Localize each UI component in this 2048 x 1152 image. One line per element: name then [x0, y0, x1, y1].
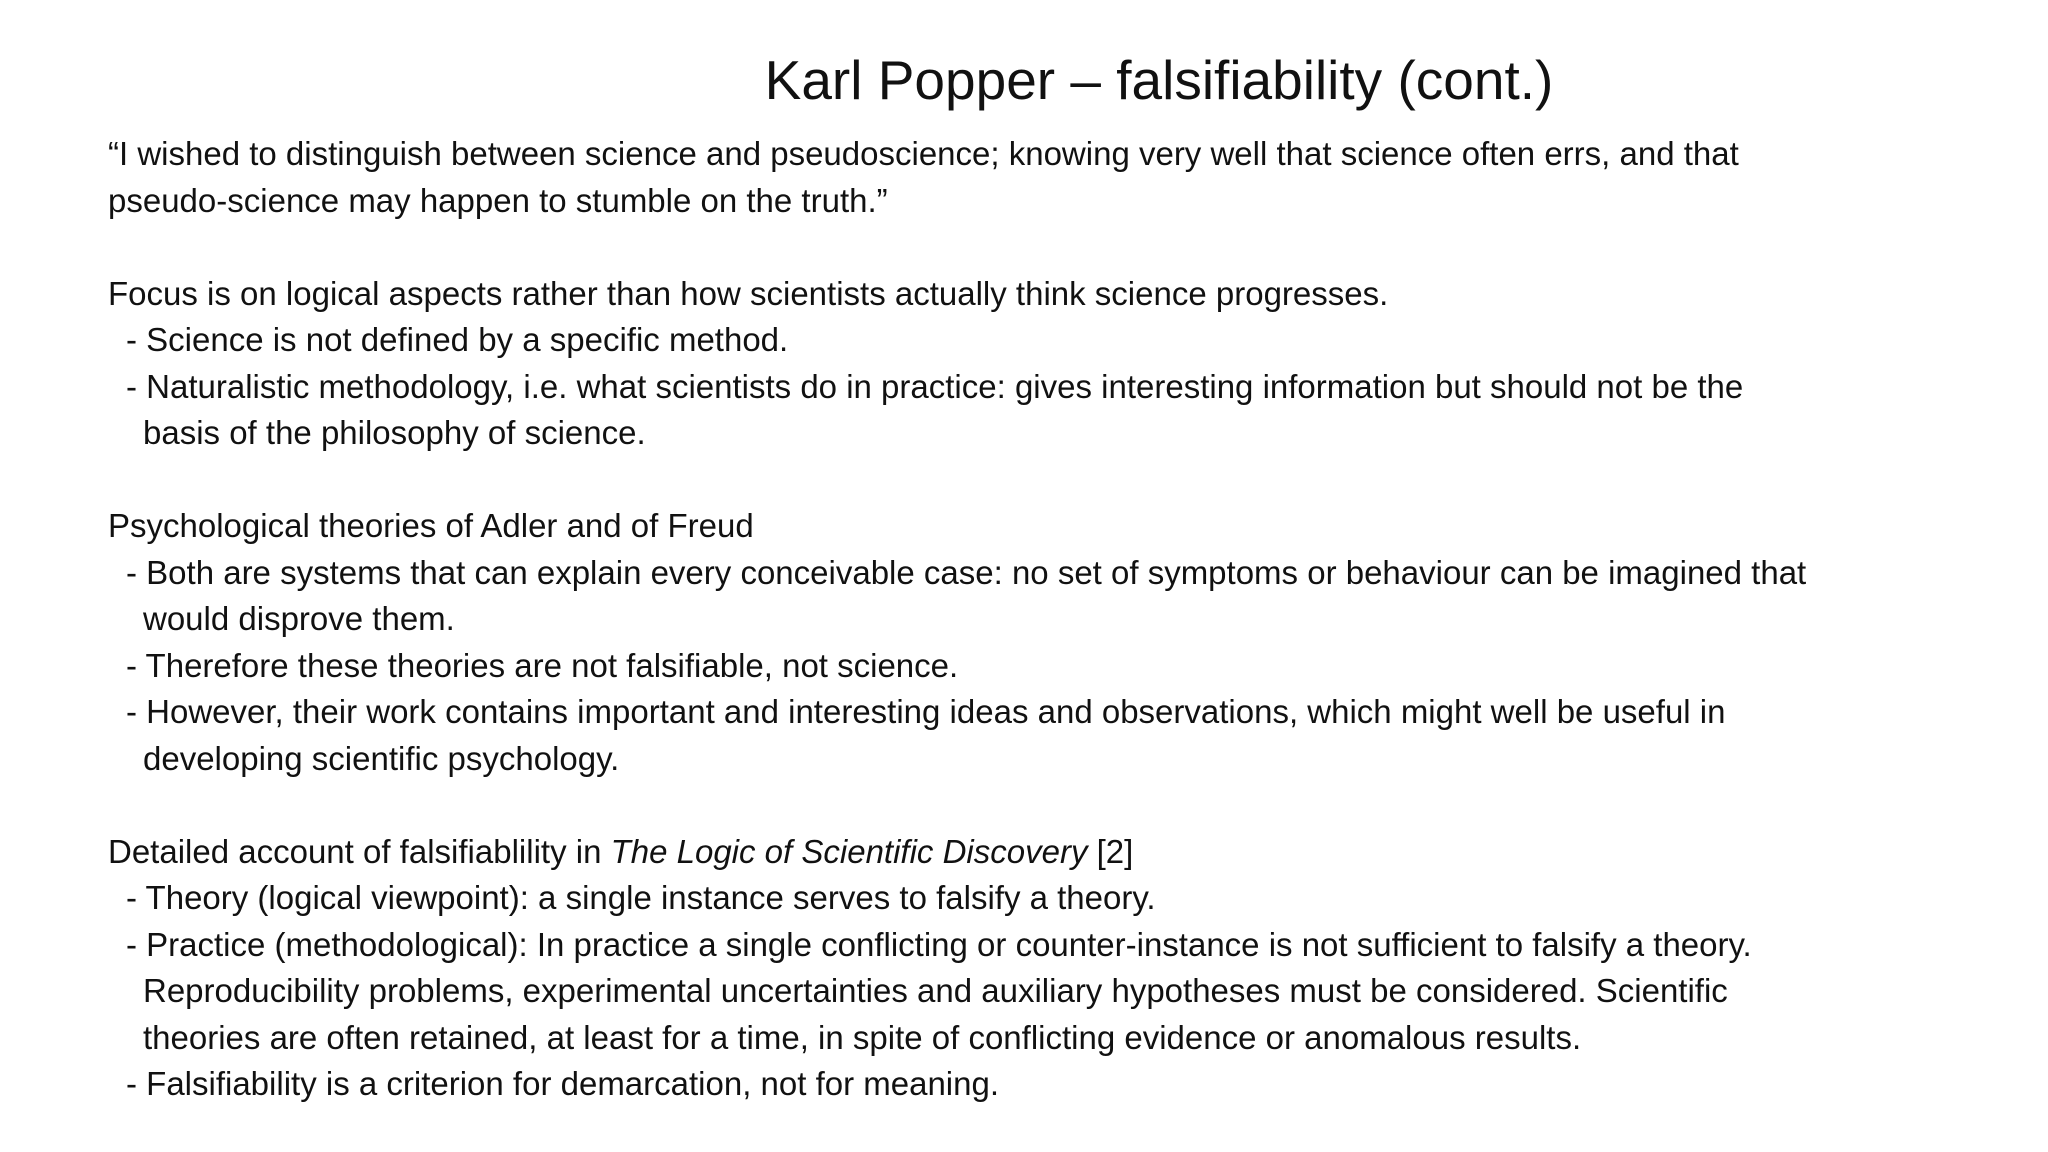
heading-prefix: Detailed account of falsifiablility in: [108, 832, 611, 870]
section-heading-psychology: Psychological theories of Adler and of Freud: [108, 507, 754, 544]
bullet-naturalistic-continued: basis of the philosophy of science.: [143, 414, 646, 451]
quote-line: “I wished to distinguish between science and pseudoscience; knowing very well that science often errs, and that: [108, 135, 1739, 172]
bullet-method: - Science is not defined by a specific method.: [126, 321, 789, 358]
slide-title: [0, 46, 2048, 114]
bullet-theory: - Theory (logical viewpoint): a single instance serves to falsify a theory.: [126, 879, 1156, 916]
section-heading-logic: [108, 829, 2008, 876]
citation: [2]: [1087, 832, 1134, 870]
quote-line: pseudo-science may happen to stumble on the truth.”: [108, 181, 888, 219]
bullet-naturalistic: - Naturalistic methodology, i.e. what scientists do in practice: gives interesting information but should not be the: [126, 367, 1744, 405]
bullet-important-ideas: - However, their work contains important and interesting ideas and observations, which might well be useful in: [126, 693, 1726, 730]
bullet-practice: - Practice (methodological): In practice a single conflicting or counter-instance is not sufficient to falsify a theory.: [126, 925, 1752, 963]
bullet-not-falsifiable: - Therefore these theories are not falsifiable, not science.: [126, 646, 959, 684]
bullet-practice-continued: Reproducibility problems, experimental uncertainties and auxiliary hypotheses must be considered. Scientific: [143, 972, 1728, 1009]
spacer: [108, 457, 2008, 504]
bullet-systems: - Both are systems that can explain every conceivable case: no set of symptoms or behaviour can be imagined that: [126, 553, 1807, 591]
bullet-systems-continued: would disprove them.: [143, 600, 455, 637]
bullet-demarcation: - Falsifiability is a criterion for demarcation, not for meaning.: [126, 1065, 1000, 1102]
book-title: The Logic of Scientific Discovery: [610, 832, 1088, 870]
section-heading-focus: Focus is on logical aspects rather than how scientists actually think science progresses.: [108, 274, 1389, 312]
slide-title-text: Karl Popper – falsifiability (cont.): [764, 49, 1554, 111]
bullet-important-ideas-continued: developing scientific psychology.: [143, 739, 620, 777]
slide-body: [108, 131, 2008, 1108]
spacer: [108, 224, 2008, 271]
spacer: [108, 782, 2008, 829]
bullet-practice-continued: theories are often retained, at least for a time, in spite of conflicting evidence or anomalous results.: [143, 1018, 1582, 1056]
